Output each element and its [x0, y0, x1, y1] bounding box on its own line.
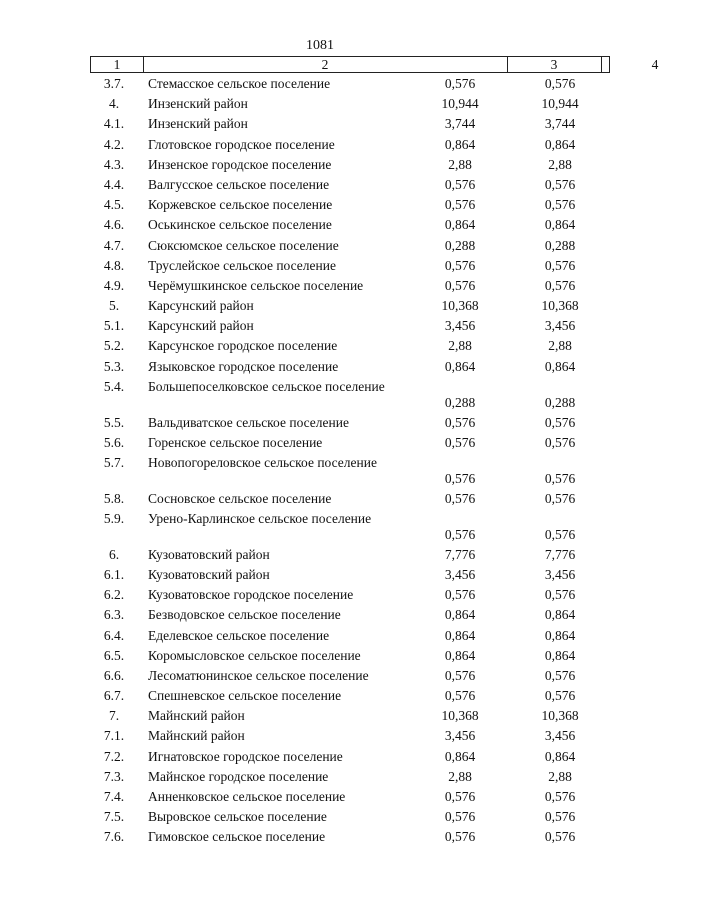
row-value-col3: 0,288: [444, 394, 476, 410]
row-value-col3: 0,576: [444, 76, 476, 91]
table-body: [0, 76, 640, 850]
row-number: 6.: [108, 546, 120, 562]
table-row: [0, 318, 640, 338]
row-number: 4.5.: [103, 197, 125, 213]
row-number: 5.: [108, 298, 120, 314]
row-name: Инзенское городское поселение: [148, 156, 332, 172]
row-name: Стемасское сельское поселение: [148, 76, 331, 91]
row-number: 5.6.: [103, 434, 125, 450]
row-name: Языковское городское поселение: [148, 358, 339, 374]
row-value-col4: 0,576: [544, 76, 576, 91]
row-number: 7.5.: [103, 809, 125, 825]
row-value-col4: 0,576: [544, 789, 576, 805]
row-name: Сосновское сельское поселение: [148, 490, 332, 506]
table-row: [0, 258, 640, 278]
row-name: Анненковское сельское поселение: [148, 789, 346, 805]
row-number: 4.4.: [103, 176, 125, 192]
row-value-col3: 0,576: [444, 470, 476, 486]
table-row: [0, 547, 640, 567]
table-row: [0, 628, 640, 648]
row-value-col4: 7,776: [544, 546, 576, 562]
row-name: Карсунское городское поселение: [148, 338, 338, 354]
row-name: Вальдиватское сельское поселение: [148, 414, 349, 430]
row-value-col3: 10,944: [441, 96, 479, 112]
row-value-col4: 0,864: [544, 217, 576, 233]
row-name: Инзенский район: [148, 116, 248, 132]
row-value-col3: 0,576: [444, 414, 476, 430]
table-row: [0, 197, 640, 217]
table-row: [0, 217, 640, 237]
row-number: 4.7.: [103, 237, 125, 253]
row-name: Спешневское сельское поселение: [148, 688, 342, 704]
row-value-col3: 0,576: [444, 587, 476, 603]
row-name: Инзенский район: [148, 96, 248, 112]
row-number: 7.2.: [103, 748, 125, 764]
table-row: [0, 96, 640, 116]
table-row: [0, 511, 640, 547]
table-row: [0, 455, 640, 491]
column-header-1: 1: [91, 57, 144, 72]
row-value-col4: 3,456: [544, 318, 576, 334]
table-row: [0, 157, 640, 177]
row-number: 7.: [108, 708, 120, 724]
column-header-3: 3: [507, 57, 602, 72]
row-value-col3: 0,576: [444, 688, 476, 704]
row-name: Сюксюмское сельское поселение: [148, 237, 339, 253]
row-value-col4: 10,368: [541, 298, 579, 314]
table-row: [0, 769, 640, 789]
row-name: Кузоватовское городское поселение: [148, 587, 354, 603]
row-number: 5.1.: [103, 318, 125, 334]
row-value-col4: 0,576: [544, 829, 576, 845]
row-value-col3: 3,744: [444, 116, 476, 132]
row-name: Горенское сельское поселение: [148, 434, 323, 450]
row-number: 3.7.: [103, 76, 125, 91]
row-number: 4.8.: [103, 257, 125, 273]
table-row: [0, 359, 640, 379]
row-value-col3: 0,864: [444, 136, 476, 152]
row-value-col3: 3,456: [444, 728, 476, 744]
table-row: [0, 708, 640, 728]
table-row: [0, 177, 640, 197]
row-value-col4: 0,576: [544, 414, 576, 430]
row-name: Кузоватовский район: [148, 546, 270, 562]
row-value-col3: 0,864: [444, 748, 476, 764]
row-name: Коржевское сельское поселение: [148, 197, 333, 213]
row-value-col4: 0,576: [544, 688, 576, 704]
row-number: 7.6.: [103, 829, 125, 845]
row-number: 5.2.: [103, 338, 125, 354]
row-name: Еделевское сельское поселение: [148, 627, 330, 643]
row-value-col3: 0,576: [444, 257, 476, 273]
row-number: 6.7.: [103, 688, 125, 704]
table-row: [0, 728, 640, 748]
row-value-col4: 2,88: [548, 338, 572, 354]
table-row: [0, 415, 640, 435]
row-number: 6.6.: [103, 667, 125, 683]
table-row: [0, 338, 640, 358]
row-value-col3: 0,576: [444, 434, 476, 450]
row-value-col3: 0,576: [444, 176, 476, 192]
row-value-col3: 7,776: [444, 546, 476, 562]
row-value-col3: 0,864: [444, 217, 476, 233]
row-name: Черёмушкинское сельское поселение: [148, 277, 364, 293]
row-name: Глотовское городское поселение: [148, 136, 335, 152]
row-number: 6.3.: [103, 607, 125, 623]
row-value-col3: 0,864: [444, 627, 476, 643]
row-number: 4.2.: [103, 136, 125, 152]
row-number: 5.8.: [103, 490, 125, 506]
row-value-col3: 10,368: [441, 708, 479, 724]
table-row: [0, 587, 640, 607]
row-value-col4: 0,576: [544, 197, 576, 213]
row-name: Гимовское сельское поселение: [148, 829, 326, 845]
row-number: 5.4.: [103, 378, 125, 394]
row-name: Коромысловское сельское поселение: [148, 647, 361, 663]
row-value-col4: 2,88: [548, 768, 572, 784]
row-value-col3: 0,576: [444, 490, 476, 506]
row-value-col3: 0,576: [444, 829, 476, 845]
row-value-col3: 10,368: [441, 298, 479, 314]
table-row: [0, 749, 640, 769]
row-value-col4: 0,864: [544, 607, 576, 623]
table-row: [0, 116, 640, 136]
row-value-col4: 0,288: [544, 237, 576, 253]
table-row: [0, 668, 640, 688]
row-value-col3: 0,288: [444, 237, 476, 253]
row-name: Майнское городское поселение: [148, 768, 329, 784]
row-value-col4: 0,864: [544, 748, 576, 764]
column-header-4: 4: [651, 57, 659, 72]
row-name: Карсунский район: [148, 318, 254, 334]
row-number: 5.7.: [103, 454, 125, 470]
row-value-col4: 0,864: [544, 627, 576, 643]
row-number: 7.4.: [103, 789, 125, 805]
row-name: Майнский район: [148, 708, 245, 724]
row-value-col4: 0,576: [544, 490, 576, 506]
row-number: 6.5.: [103, 647, 125, 663]
page-number: 1081: [306, 38, 334, 53]
row-value-col4: 0,288: [544, 394, 576, 410]
row-value-col4: 0,864: [544, 358, 576, 374]
row-value-col4: 0,864: [544, 647, 576, 663]
row-value-col3: 0,576: [444, 667, 476, 683]
row-value-col4: 0,576: [544, 526, 576, 542]
row-name: Игнатовское городское поселение: [148, 748, 343, 764]
row-name: Майнский район: [148, 728, 245, 744]
row-value-col3: 2,88: [448, 768, 472, 784]
row-value-col3: 0,576: [444, 526, 476, 542]
table-row: [0, 491, 640, 511]
row-name: Карсунский район: [148, 298, 254, 314]
row-name: Урено-Карлинское сельское поселение: [148, 510, 372, 526]
row-name: Труслейское сельское поселение: [148, 257, 336, 273]
row-value-col4: 10,944: [541, 96, 579, 112]
table-row: [0, 688, 640, 708]
row-name: Оськинское сельское поселение: [148, 217, 332, 233]
row-value-col4: 0,576: [544, 809, 576, 825]
row-number: 4.: [108, 96, 120, 112]
table-row: [0, 278, 640, 298]
row-number: 6.2.: [103, 587, 125, 603]
row-number: 5.5.: [103, 414, 125, 430]
row-value-col3: 0,576: [444, 197, 476, 213]
row-name: Лесоматюнинское сельское поселение: [148, 667, 369, 683]
table-row: [0, 379, 640, 415]
row-name: Новопогореловское сельское поселение: [148, 454, 377, 470]
table-row: [0, 298, 640, 318]
row-value-col3: 0,864: [444, 647, 476, 663]
row-number: 6.4.: [103, 627, 125, 643]
row-value-col3: 2,88: [448, 156, 472, 172]
row-value-col3: 0,576: [444, 277, 476, 293]
row-value-col4: 0,576: [544, 667, 576, 683]
table-row: [0, 76, 640, 96]
row-number: 4.6.: [103, 217, 125, 233]
row-name: Валгусское сельское поселение: [148, 176, 330, 192]
table-row: [0, 809, 640, 829]
table-row: [0, 435, 640, 455]
row-value-col4: 0,576: [544, 176, 576, 192]
row-number: 4.3.: [103, 156, 125, 172]
column-header-2: 2: [143, 57, 508, 72]
table-row: [0, 238, 640, 258]
row-value-col4: 0,576: [544, 257, 576, 273]
table-header: [90, 56, 659, 73]
row-value-col4: 0,576: [544, 470, 576, 486]
row-value-col3: 3,456: [444, 566, 476, 582]
table-row: [0, 789, 640, 809]
row-value-col4: 3,456: [544, 728, 576, 744]
row-value-col4: 0,864: [544, 136, 576, 152]
row-number: 5.9.: [103, 510, 125, 526]
row-name: Кузоватовский район: [148, 566, 270, 582]
row-value-col3: 3,456: [444, 318, 476, 334]
row-value-col3: 0,864: [444, 358, 476, 374]
table-row: [0, 567, 640, 587]
row-number: 5.3.: [103, 358, 125, 374]
row-value-col3: 0,864: [444, 607, 476, 623]
row-number: 4.1.: [103, 116, 125, 132]
row-value-col3: 0,576: [444, 789, 476, 805]
row-value-col4: 3,456: [544, 566, 576, 582]
row-value-col4: 2,88: [548, 156, 572, 172]
table-row: [0, 829, 640, 849]
table-row: [0, 137, 640, 157]
table-row: [0, 648, 640, 668]
row-number: 4.9.: [103, 277, 125, 293]
row-value-col4: 3,744: [544, 116, 576, 132]
row-value-col4: 10,368: [541, 708, 579, 724]
row-number: 7.3.: [103, 768, 125, 784]
row-value-col4: 0,576: [544, 434, 576, 450]
row-number: 6.1.: [103, 566, 125, 582]
row-name: Большепоселковское сельское поселение: [148, 378, 385, 394]
row-value-col4: 0,576: [544, 277, 576, 293]
row-name: Безводовское сельское поселение: [148, 607, 341, 623]
row-number: 7.1.: [103, 728, 125, 744]
row-value-col3: 2,88: [448, 338, 472, 354]
row-value-col4: 0,576: [544, 587, 576, 603]
table-row: [0, 607, 640, 627]
row-name: Выровское сельское поселение: [148, 809, 327, 825]
row-value-col3: 0,576: [444, 809, 476, 825]
